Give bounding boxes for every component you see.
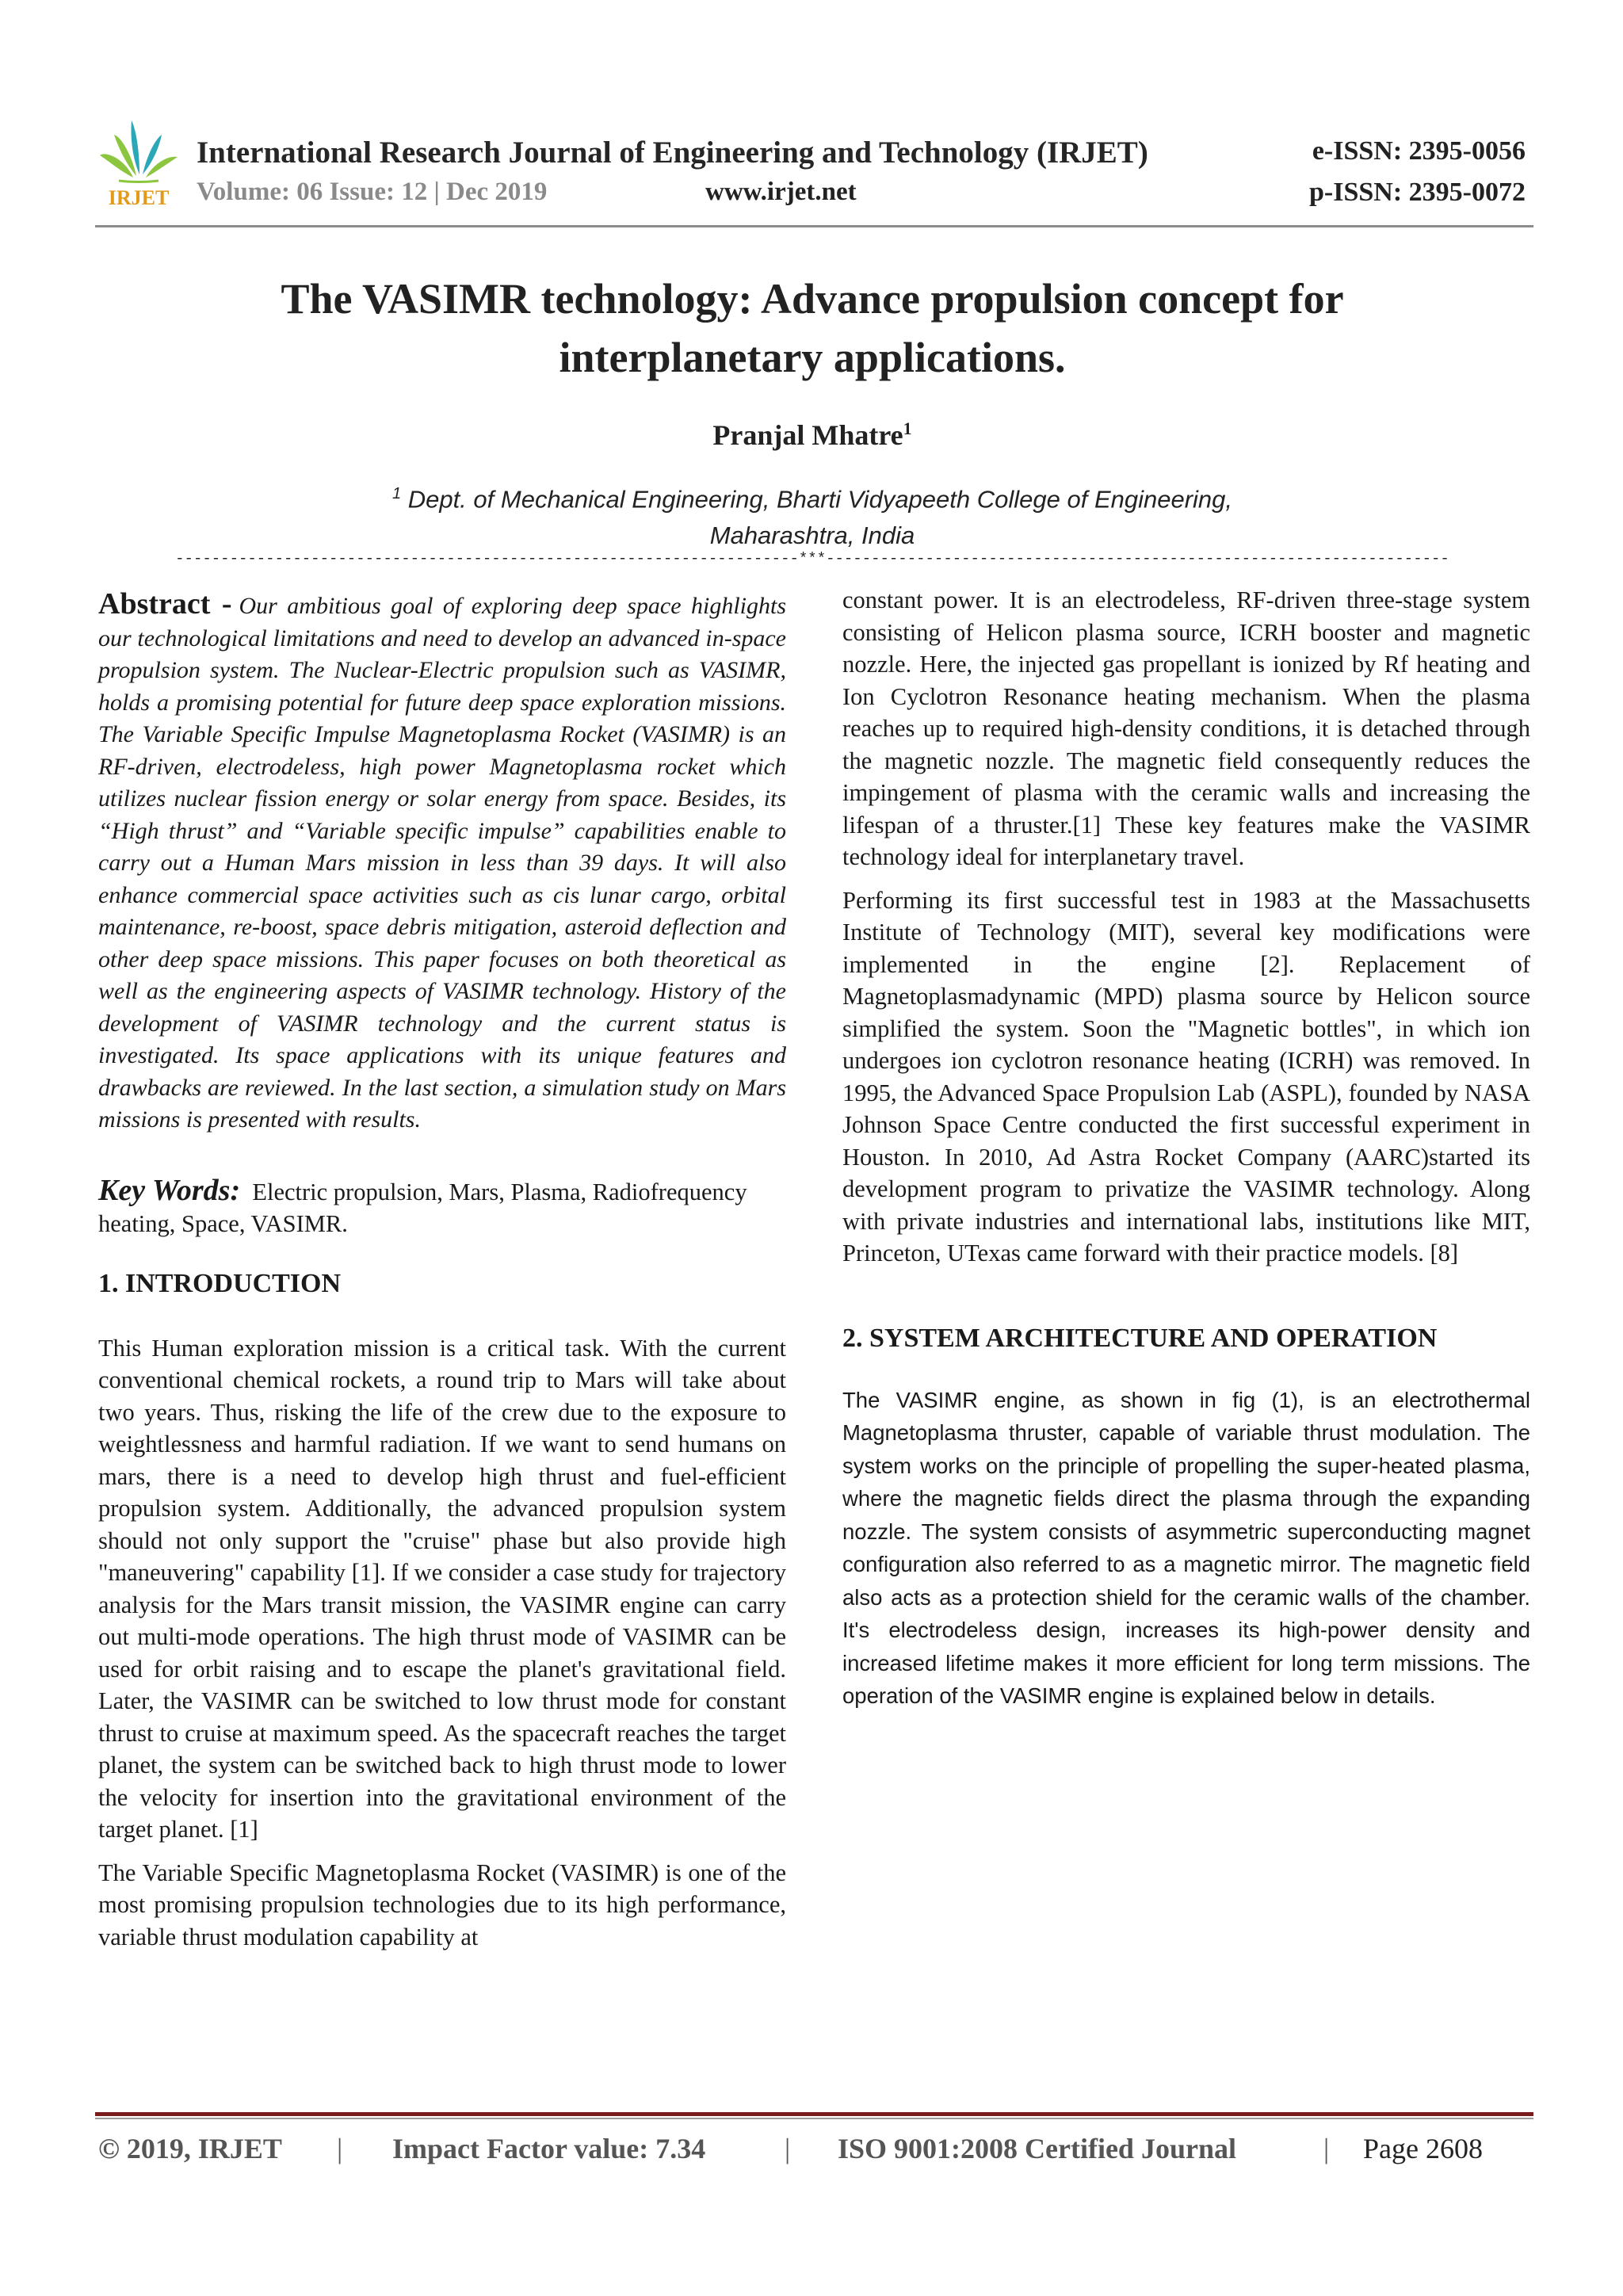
affiliation [301,476,1323,554]
logo-leaves-icon [100,120,178,182]
header-rule [95,225,1533,227]
right-paragraph2: Performing its first successful test in 1983 at the Massachusetts Institute of Technology (MIT), several key modifications were implemented in the engine [2]. Replacement of Magnetoplasmadynamic (MPD) plasma source by Helicon source simplified the system. Soon the "Magnetic bottles", in which ion undergoes ion cyclotron resonance heating (ICRH) was removed. In 1995, the Advanced Space Propulsion Lab (ASPL), founded by NASA Johnson Space Centre conducted the first successful experiment in Houston. In 2010, Ad Astra Rocket Company (AARC)started its development program to privatize the VASIMR technology. Along with private industries and international labs, institutions like MIT, Princeton, UTexas came forward with their practice models. [8] [842,886,1530,1266]
section2-heading: 2. SYSTEM ARCHITECTURE AND OPERATION [842,1323,1438,1353]
section1-paragraph2: The Variable Specific Magnetoplasma Rocket (VASIMR) is one of the most promising propulsion technologies due to its high performance, variable thrust modulation capability at [98,1859,786,1950]
footer-separator: | [337,2133,343,2164]
section1-heading: 1. INTRODUCTION [98,1268,342,1298]
keywords-label: Key Words [98,1173,231,1207]
journal-title: International Research Journal of Engineering and Technology (IRJET) [197,136,1148,170]
affiliation-line1: Dept. of Mechanical Engineering, Bharti Vidyapeeth College of Engineering, [407,485,1233,514]
footer-copyright: © 2019, IRJET [98,2133,282,2164]
footer-separator: | [1323,2133,1330,2164]
logo-text: IRJET [108,186,170,209]
footer-iso: ISO 9001:2008 Certified Journal [838,2133,1236,2164]
page-number: Page 2608 [1363,2133,1483,2164]
abstract-text: Our ambitious goal of exploring deep space highlights our technological limitations and need to develop an advanced in-space propulsion system. The Nuclear-Electric propulsion such as VASIMR, holds a promising potential for future deep space exploration missions. The Variable Specific Impulse Magnetoplasma Rocket (VASIMR) is an RF-driven, electrodeless, high power Magnetoplasma rocket which utilizes nuclear fission energy or solar energy from space. Besides, its “High thrust” and “Variable specific impulse” capabilities enable to carry out a Human Mars mission in less than 39 days. It will also enhance commercial space activities such as cis lunar cargo, orbital maintenance, re-boost, space debris mitigation, asteroid deflection and other deep space missions. This paper focuses on both theoretical as well as the engineering aspects of VASIMR technology. History of the development of VASIMR technology and the current status is investigated. Its space applications with its unique features and drawbacks are reviewed. In the last section, a simulation study on Mars missions is presented with results. [98,593,787,1133]
footer-rule-thin [95,2118,1533,2119]
paper-title-line1: The VASIMR technology: Advance propulsion concept for [281,275,1344,323]
keywords [98,1175,786,1240]
section2-paragraph1: The VASIMR engine, as shown in fig (1), is an electrothermal Magnetoplasma thruster, capable of variable thrust modulation. The system works on the principle of propelling the super-heated plasma, where the magnetic fields direct the plasma through the expanding nozzle. The system consists of asymmetric superconducting magnet configuration also referred to as a magnetic mirror. The magnetic field also acts as a protection shield for the ceramic walls of the chamber. It's electrodeless design, increases its high-power density and increased lifetime makes it more efficient for long term missions. The operation of the VASIMR engine is explained below in details. [842,1387,1530,1708]
left-column [98,586,786,1953]
right-column [842,586,1530,1713]
irjet-logo [95,116,182,211]
keywords-colon: : [230,1173,241,1207]
journal-website[interactable]: www.irjet.net [705,178,857,206]
author-sup: 1 [903,418,912,438]
p-issn: p-ISSN: 2395-0072 [1309,178,1526,207]
paper-title-line2: interplanetary applications. [559,334,1066,381]
e-issn: e-ISSN: 2395-0056 [1312,136,1526,166]
footer-rule [95,2112,1533,2116]
footer-impact-factor: Impact Factor value: 7.34 [392,2133,706,2164]
right-paragraph1: constant power. It is an electrodeless, RF-driven three-stage system consisting of Helicon plasma source, ICRH booster and magnetic nozzle. Here, the injected gas propellant is ionized by Rf heating and Ion Cyclotron Resonance heating mechanism. When the plasma reaches up to required high-density conditions, it is detached through the magnetic nozzle. The magnetic field consequently reduces the impingement of plasma with the ceramic walls and increasing the lifespan of a thruster.[1] These key features make the VASIMR technology ideal for interplanetary travel. [842,586,1530,870]
volume-issue: Volume: 06 Issue: 12 | Dec 2019 [197,178,548,206]
keywords-text: Electric propulsion, Mars, Plasma, Radiofrequency heating, Space, VASIMR. [98,1178,747,1237]
section1-paragraph1: This Human exploration mission is a critical task. With the current conventional chemical rockets, a round trip to Mars will take about two years. Thus, risking the life of the crew due to the exposure to weightlessness and harmful radiation. If we want to send humans on mars, there is a need to develop high thrust and fuel-efficient propulsion system. Additionally, the advanced propulsion system should not only support the "cruise" phase but also provide high "maneuvering" capability [1]. If we consider a case study for trajectory analysis for the Mars transit mission, the VASIMR engine can carry out multi-mode operations. The high thrust mode of VASIMR can be used for orbit raising and to escape the planet's gravitational field. Later, the VASIMR can be switched to low thrust mode for constant thrust to cruise at maximum speed. As the spacecraft reaches the target planet, the system can be switched back to high thrust mode to lower the velocity for insertion into the gravitational environment of the target planet. [1] [98,1334,786,1843]
abstract [98,586,786,1137]
abstract-label: Abstract - [98,587,232,621]
affiliation-sup: 1 [391,485,402,502]
footer-separator: | [785,2133,791,2164]
author [555,418,1070,452]
section-divider: ---------------------------------------------------------------------***--------------------------------------------------------------------- [175,550,1449,567]
paper-title [158,269,1466,387]
affiliation-line2: Maharashtra, India [709,521,915,550]
author-name: Pranjal Mhatre [712,419,903,451]
